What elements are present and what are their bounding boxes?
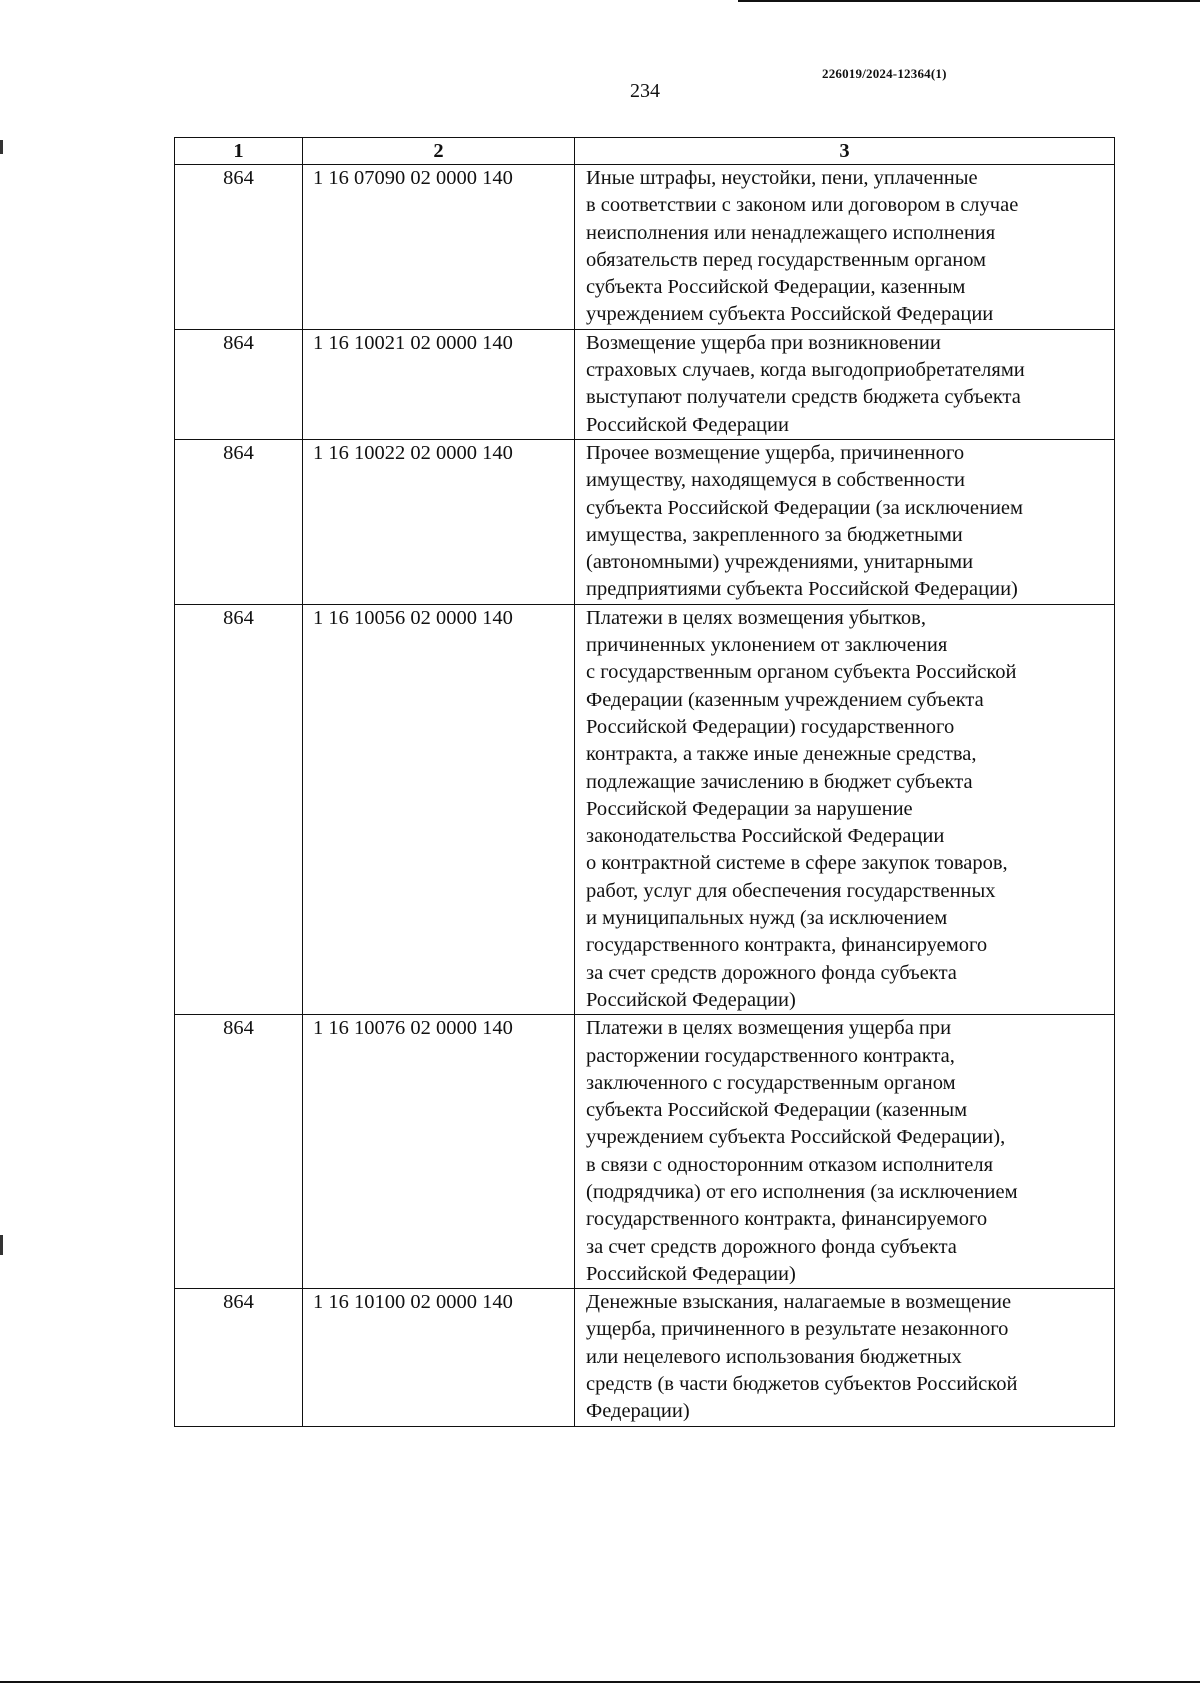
- income-code-cell: 1 16 10022 02 0000 140: [303, 439, 575, 604]
- description-line: (подрядчика) от его исполнения (за исключением: [586, 1180, 1018, 1203]
- description-line: Российской Федерации) государственного: [586, 715, 955, 738]
- income-code-cell: 1 16 10056 02 0000 140: [303, 604, 575, 1014]
- table-row: [175, 439, 1115, 604]
- description-line: Российской Федерации): [586, 1262, 796, 1285]
- column-header: 1: [175, 138, 303, 165]
- description-line: Российской Федерации за нарушение: [586, 797, 913, 820]
- description-line: или нецелевого использования бюджетных: [586, 1345, 962, 1368]
- description-line: подлежащие зачислению в бюджет субъекта: [586, 770, 973, 793]
- description-line: Денежные взыскания, налагаемые в возмещение: [586, 1291, 1012, 1314]
- description-line: Российской Федерации): [586, 988, 796, 1011]
- description-line: Федерации): [586, 1400, 690, 1423]
- admin-code-cell: 864: [175, 329, 303, 439]
- description-line: с государственным органом субъекта Российской: [586, 661, 1017, 684]
- description-line: государственного контракта, финансируемого: [586, 934, 988, 957]
- description-line: субъекта Российской Федерации (казенным: [586, 1099, 968, 1122]
- description-line: контракта, а также иные денежные средства,: [586, 743, 977, 766]
- description-cell: [575, 329, 1115, 439]
- description-line: о контрактной системе в сфере закупок товаров,: [586, 852, 1008, 875]
- table-row: [175, 604, 1115, 1014]
- scan-edge-left: [0, 1235, 3, 1255]
- description-line: имущества, закрепленного за бюджетными: [586, 523, 963, 546]
- income-code-cell: 1 16 10021 02 0000 140: [303, 329, 575, 439]
- description-cell: [575, 439, 1115, 604]
- table-row: [175, 1015, 1115, 1289]
- description-line: предприятиями субъекта Российской Федерации): [586, 578, 1018, 601]
- scan-edge-left: [0, 140, 3, 154]
- description-line: Платежи в целях возмещения ущерба при: [586, 1017, 952, 1040]
- description-line: субъекта Российской Федерации, казенным: [586, 276, 966, 299]
- description-line: Российской Федерации: [586, 413, 789, 436]
- description-line: Прочее возмещение ущерба, причиненного: [586, 441, 965, 464]
- description-line: за счет средств дорожного фонда субъекта: [586, 1235, 957, 1258]
- column-header: 3: [575, 138, 1115, 165]
- table-header-row: [175, 138, 1115, 165]
- description-cell: [575, 604, 1115, 1014]
- income-code-cell: 1 16 10100 02 0000 140: [303, 1289, 575, 1426]
- description-line: учреждением субъекта Российской Федерации),: [586, 1126, 1006, 1149]
- scan-edge-top: [738, 0, 1200, 2]
- admin-code-cell: 864: [175, 1015, 303, 1289]
- description-cell: [575, 1289, 1115, 1426]
- table-row: [175, 165, 1115, 330]
- document-id: 226019/2024-12364(1): [822, 66, 947, 81]
- description-line: Федерации (казенным учреждением субъекта: [586, 688, 984, 711]
- description-line: имуществу, находящемуся в собственности: [586, 469, 965, 492]
- description-line: ущерба, причиненного в результате незаконного: [586, 1318, 1009, 1341]
- description-line: заключенного с государственным органом: [586, 1071, 956, 1094]
- admin-code-cell: 864: [175, 1289, 303, 1426]
- description-line: расторжении государственного контракта,: [586, 1044, 955, 1067]
- description-line: государственного контракта, финансируемого: [586, 1208, 988, 1231]
- description-line: учреждением субъекта Российской Федерации: [586, 303, 994, 326]
- description-line: Возмещение ущерба при возникновении: [586, 331, 941, 354]
- admin-code-cell: 864: [175, 165, 303, 330]
- description-line: работ, услуг для обеспечения государственных: [586, 879, 996, 902]
- description-line: субъекта Российской Федерации (за исключением: [586, 496, 1024, 519]
- description-line: средств (в части бюджетов субъектов Российской: [586, 1373, 1018, 1396]
- table-row: [175, 329, 1115, 439]
- table-body: [175, 165, 1115, 1427]
- scan-edge-bottom: [0, 1681, 1200, 1683]
- description-line: неисполнения или ненадлежащего исполнения: [586, 221, 996, 244]
- admin-code-cell: 864: [175, 604, 303, 1014]
- column-header: 2: [303, 138, 575, 165]
- description-line: выступают получатели средств бюджета субъекта: [586, 386, 1021, 409]
- description-line: законодательства Российской Федерации: [586, 825, 945, 848]
- description-line: за счет средств дорожного фонда субъекта: [586, 961, 957, 984]
- description-cell: [575, 1015, 1115, 1289]
- income-code-cell: 1 16 10076 02 0000 140: [303, 1015, 575, 1289]
- description-line: Иные штрафы, неустойки, пени, уплаченные: [586, 167, 978, 189]
- description-line: Платежи в целях возмещения убытков,: [586, 606, 926, 629]
- income-code-cell: 1 16 07090 02 0000 140: [303, 165, 575, 330]
- admin-code-cell: 864: [175, 439, 303, 604]
- description-cell: [575, 165, 1115, 330]
- description-line: страховых случаев, когда выгодоприобретателями: [586, 359, 1025, 382]
- description-line: причиненных уклонением от заключения: [586, 634, 948, 657]
- description-line: в соответствии с законом или договором в случае: [586, 194, 1019, 217]
- page-number: 234: [630, 80, 660, 102]
- table-row: [175, 1289, 1115, 1426]
- budget-income-table: [174, 137, 1115, 1427]
- description-line: и муниципальных нужд (за исключением: [586, 907, 948, 930]
- description-line: обязательств перед государственным органом: [586, 248, 987, 271]
- description-line: в связи с односторонним отказом исполнителя: [586, 1153, 994, 1176]
- description-line: (автономными) учреждениями, унитарными: [586, 551, 974, 574]
